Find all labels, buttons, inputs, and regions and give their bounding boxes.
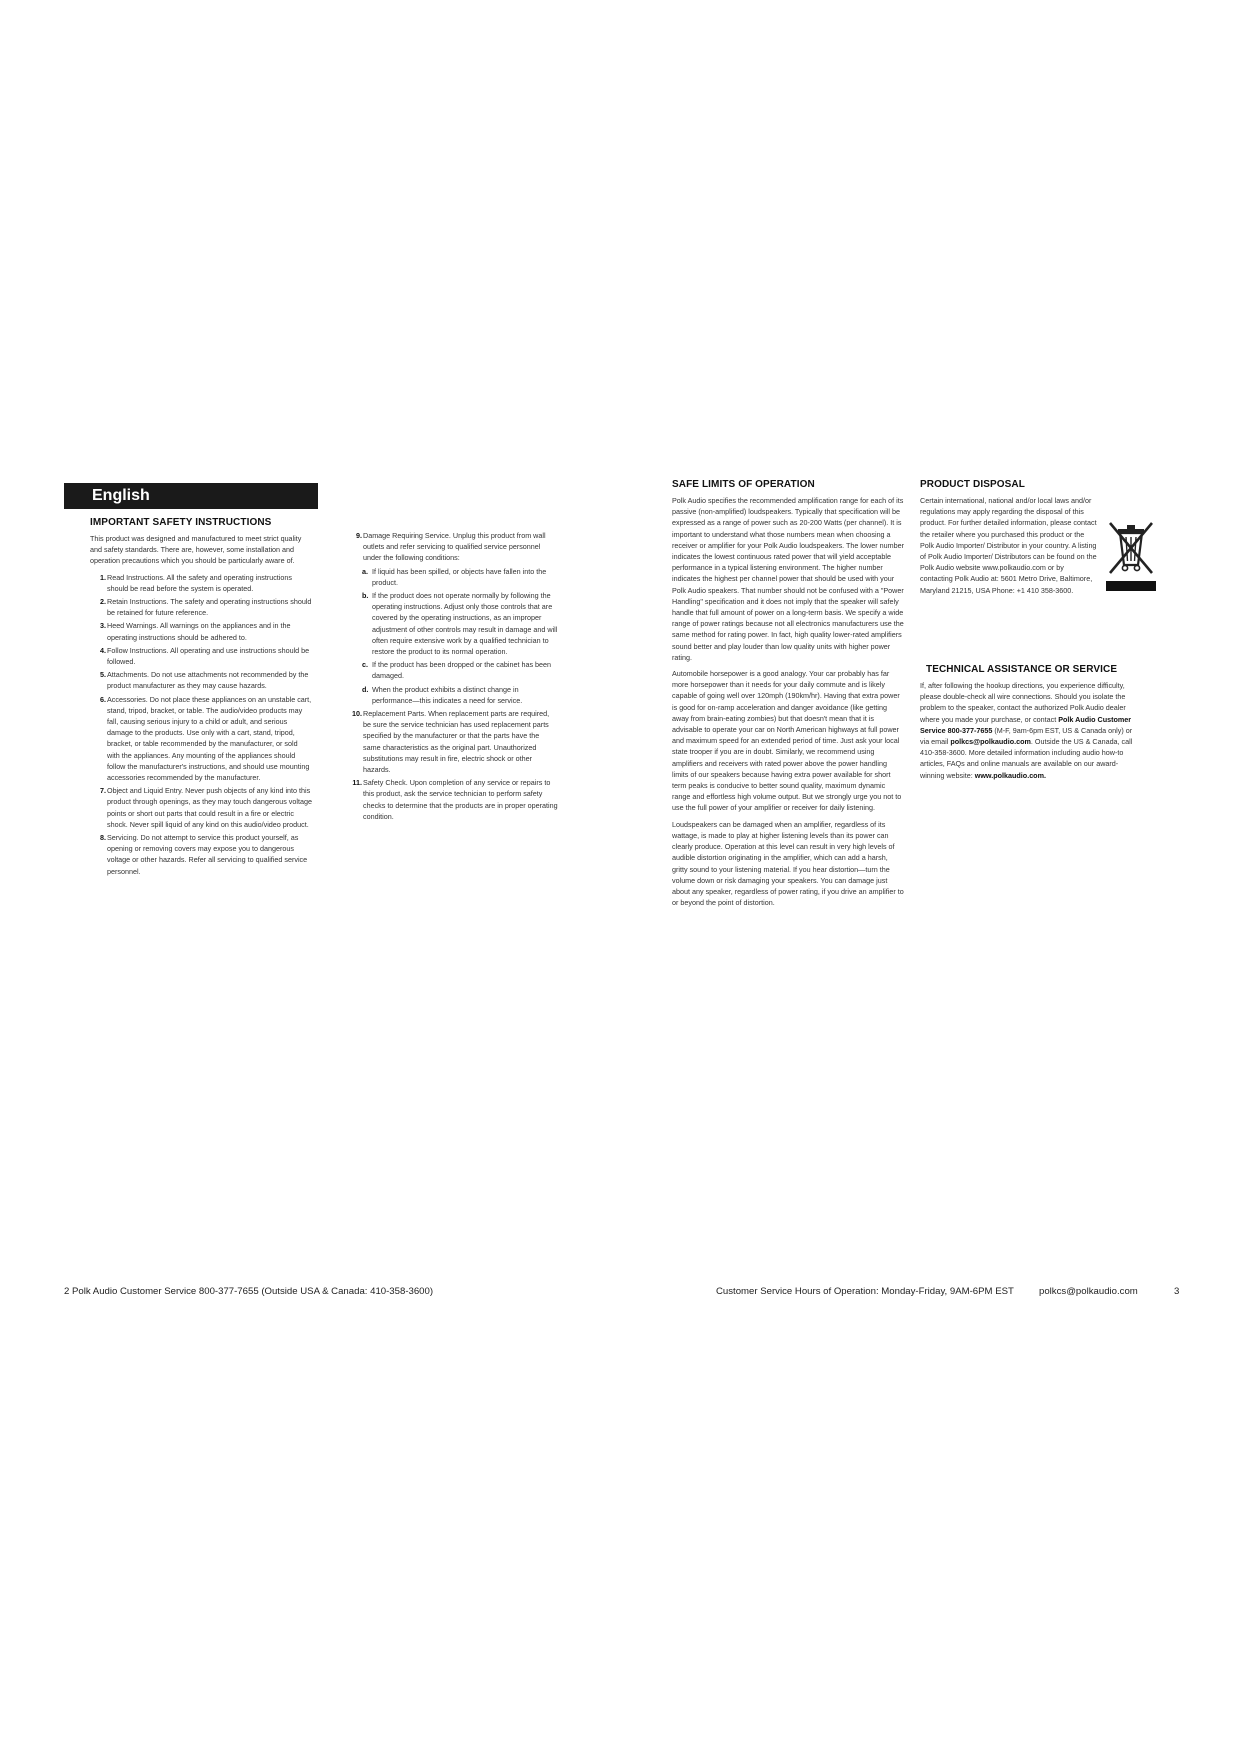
safe-limits-paragraph-3: Loudspeakers can be damaged when an amplifier, regardless of its wattage, is made to play at higher listening levels than its power can clearly produce. Operation at this level can result in very high levels of audible distortion originating in the amplifier, which can add a harsh, gritty sound to your listening material. If you hear distortion—turn the volume down or risk damaging your speakers. You can damage just about any speaker, regardless of power rating, if you drive an amplifier to or beyond the point of distortion. [672,819,904,908]
safe-limits-title: SAFE LIMITS OF OPERATION [672,479,815,490]
safety-item-3: 3. Heed Warnings. All warnings on the appliances and in the operating instructions should be adhered to. [100,621,291,642]
safe-limits-body [672,495,904,913]
tech-title: TECHNICAL ASSISTANCE OR SERVICE [926,664,1118,675]
safety-subitem-a: a. If liquid has been spilled, or objects have fallen into the product. [362,566,547,587]
safety-item-9: 9. Damage Requiring Service. Unplug this product from wall outlets and refer servicing to qualified service personnel under the following conditions: [356,531,546,563]
language-label: English [64,483,318,509]
weee-bin-icon [1104,519,1160,593]
safety-item-5: 5. Attachments. Do not use attachments not recommended by the product manufacturer as they may cause hazards. [100,670,309,691]
disposal-body: Certain international, national and/or local laws and/or regulations may apply regarding the disposal of this product. For further detailed information, please contact the retailer where you purchased this product or the Polk Audio Importer/ Distributor in your country. A listing of Polk Audio Importer/ Distributors can be found on the Polk Audio website www.polkaudio.com or by contacting Polk Audio at: 5601 Metro Drive, Baltimore, Maryland 21215, USA Phone: +1 410 358-3600. [920,496,1097,595]
tech-text-2: (M-F, 9am-6pm EST, US & Canada only) or via email [920,725,1133,747]
safety-list [90,572,312,877]
safety-item-10: 10. Replacement Parts. When replacement parts are required, be sure the service technician has used replacement parts specified by the manufacturer or that the parts have the same characteristics as the original part. Unauthorized substitutions may result in fire, electric shock or other hazards. [352,709,550,775]
safety-subitem-c: c. If the product has been dropped or the cabinet has been damaged. [362,660,552,681]
tech-website: www.polkaudio.com. [974,770,1046,780]
safety-intro: This product was designed and manufactured to meet strict quality and safety standards. There are, however, some installation and operation precautions which you should be particularly aware of. [90,534,302,566]
tech-body [920,680,1134,781]
safety-column-2 [346,530,558,824]
safety-item-8: 8. Servicing. Do not attempt to service this product yourself, as opening or removing covers may expose you to dangerous voltage or other hazards. Refer all servicing to qualified service personnel. [100,833,308,876]
footer-page-number: 3 [1174,1286,1180,1297]
safe-limits-paragraph-1: Polk Audio specifies the recommended amplification range for each of its passive (non-amplified) loudspeakers. Typically that specification will be expressed as a range of power such as 20-200 Watts (per channel). It is important to understand what those numbers mean when choosing a receiver or amplifier for your Polk Audio loudspeakers. The lower number indicates the lowest continuous rated power that will yield acceptable performance in a typical listening environment. The higher number indicates the highest per channel power that should be used with your Polk Audio speakers. That number should not be confused with a "Power Handling" specification and it does not imply that the speaker will safely handle that full amount of power on a long-term basis. We specify a wide range of power ratings because not all electronics manufacturers use the same method for rating power. In fact, high quality lower-rated amplifiers sound better and play louder than low quality units with higher power rating. [672,496,904,662]
safety-item-4: 4. Follow Instructions. All operating and use instructions should be followed. [100,645,310,667]
footer-email: polkcs@polkaudio.com [1039,1286,1138,1297]
safety-subitem-b: b. If the product does not operate normally by following the operating instructions. Adjust only those controls that are covered by the operating instructions, as an improper adjustment of other controls may result in damage and will often require extensive work by a qualified technician to restore the product to its normal operation. [362,591,558,657]
safety-subitem-d: d. When the product exhibits a distinct change in performance—this indicates a need for service. [362,684,523,705]
tech-email: polkcs@polkaudio.com [950,737,1031,747]
tech-phone: Polk Audio Customer Service 800-377-7655 [920,714,1132,735]
tech-text-3: . Outside the US & Canada, call 410-358-3600. More detailed information including audio how-to articles, FAQs and online manuals are available on our award-winning website: [920,737,1133,780]
safe-limits-paragraph-2: Automobile horsepower is a good analogy. Your car probably has far more horsepower than it needs for your daily commute and is likely capable of going well over 120mph (190km/hr). Having that extra power is good for on-ramp acceleration and danger avoidance (like getting away from brain-eating zombies) but that doesn't mean that it is advisable to operate your car on North American highways at full power and maximum speed for an extended period of time. Just ask your local state trooper if you are in doubt. Similarly, we recommend using amplifiers and receivers with rated power above the power handling limits of our speakers because having extra power available for short term peaks is conducive to better sound quality, maximum dynamic range and effortless high volume output. But we strongly urge you not to use the full power of your amplifier or receiver for daily listening. [672,669,902,813]
safety-item-11: 11. Safety Check. Upon completion of any service or repairs to this product, ask the service technician to perform safety checks to determine that the products are in proper operating condition. [352,778,558,821]
safety-item-2: 2. Retain Instructions. The safety and operating instructions should be retained for future reference. [100,597,312,618]
footer-left: 2 Polk Audio Customer Service 800-377-7655 (Outside USA & Canada: 410-358-3600) [64,1286,434,1297]
disposal-title: PRODUCT DISPOSAL [920,479,1025,490]
safety-item-7: 7. Object and Liquid Entry. Never push objects of any kind into this product through openings, as they may touch dangerous voltage points or short out parts that could result in a fire or electric shock. Never spill liquid of any kind on this audio/video product. [100,786,312,829]
footer-hours: Customer Service Hours of Operation: Monday-Friday, 9AM-6PM EST [716,1286,1014,1297]
safety-item-6: 6. Accessories. Do not place these appliances on an unstable cart, stand, tripod, bracket, or table. The audio/video products may fall, causing serious injury to a child or adult, and serious damage to the products. Use only with a cart, stand, tripod, bracket, or table recommended by the manufacturer, or sold with the appliances. Any mounting of the appliances should follow the manufacturer's instructions, and should use mounting accessories recommended by the manufacturer. [100,694,312,783]
safety-title: IMPORTANT SAFETY INSTRUCTIONS [90,517,272,528]
safety-item-1: 1. Read Instructions. All the safety and operating instructions should be read before the system is operated. [100,572,292,593]
tech-text-1: If, after following the hookup directions, you experience difficulty, please double-check all wire connections. Should you isolate the problem to the speaker, contact the authorized Polk Audio dealer where you made your purchase, or contact [920,681,1126,724]
safety-column-1 [90,533,312,879]
